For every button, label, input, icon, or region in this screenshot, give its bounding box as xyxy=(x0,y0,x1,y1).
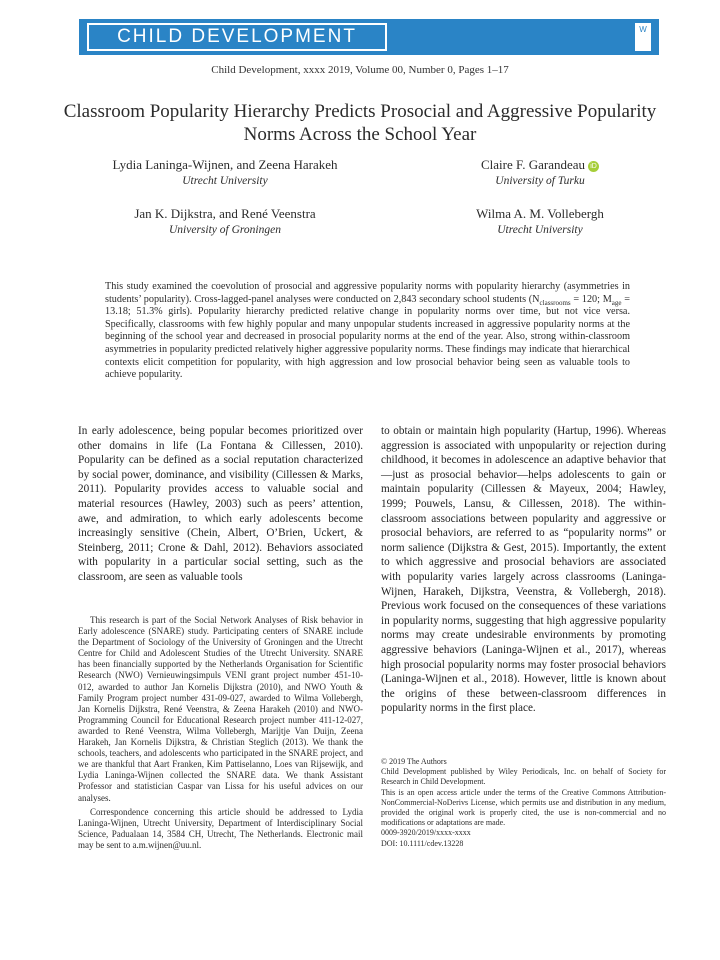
journal-banner xyxy=(79,19,659,55)
funding-note: This research is part of the Social Network Analyses of Risk behavior in Early adolescence (SNARE) study. Participating centers of SNARE include the Department of Sociology of the University of Groningen and the Utrecht Centre for Child and Adolescent Studies of the Utrecht University. SNARE has been financially supported by the Netherlands Organisation for Scientific Research (NWO) Vernieuwingsimpuls VENI grant project number 451-10-012, awarded to author Jan Kornelis Dijkstra (2010), and NWO Youth & Family Program project number 431-09-027, awarded to Wilma Vollebergh, Jan Kornelis Dijkstra, René Veenstra, & Zeena Harakeh (2010) and NWO-Programming Council for Educational Research project number 411-12-027, awarded to René Veenstra, Wilma Vollebergh, Marijtje Van Duijn, Zeena Harakeh, Jan Kornelis Dijkstra, & Christian Steglich (2013). We thank the schools, teachers, and adolescents who participated in the SNARE project, and we are thankful that Aart Franken, Kim Pattiselanno, Loes van Rijsewijk, and Lydia Laninga-Wijnen collected the SNARE data. We thank Assistant Professor and statistician Caspar van Lissa for his useful advices on our analyses. xyxy=(78,615,363,803)
body-right-column: to obtain or maintain high popularity (Hartup, 1996). Whereas aggression is associated with unpopularity or rejection during childhood, it becomes in adolescence an adaptive behavior that—just as prosocial behavior—helps adolescents to gain or maintain popularity (Cillessen & Mayeux, 2004; Hawley, 1999; Pouwels, Lansu, & Cillessen, 2018). The within-classroom associations between popularity and aggressive or prosocial behaviors, are referred to as “popularity norms” or norm salience (Dijkstra & Gest, 2015). Importantly, the extent to which aggressive and prosocial behaviors are associated with popularity varies largely across classrooms (Laninga-Wijnen, Harakeh, Dijkstra, Veenstra, & Vollebergh, 2018). Previous work focused on the consequences of these variations in popularity norms, suggesting that high aggressive popularity norms may create undesirable environments by promoting aggressive behaviors (Laninga-Wijnen et al., 2017), whereas high prosocial popularity norms may foster prosocial behaviors (Laninga-Wijnen et al., 2018). However, little is known about the origins of these between-classroom differences in popularity norms in the first place. xyxy=(381,425,666,715)
author-affiliation: University of Turku xyxy=(495,175,585,187)
author-block xyxy=(90,205,360,238)
orcid-icon[interactable]: iD xyxy=(588,161,599,172)
article-title: Classroom Popularity Hierarchy Predicts Prosocial and Aggressive Popularity Norms Across the School Year xyxy=(63,101,657,145)
author-name: Lydia Laninga-Wijnen, and Zeena Harakeh xyxy=(112,157,338,172)
author-block xyxy=(90,156,360,189)
author-block xyxy=(420,156,660,189)
correspondence-note: Correspondence concerning this article should be addressed to Lydia Laninga-Wijnen, Utrecht University, Department of Interdisciplinary Social Science, Padualaan 14, 3584 CH, Utrecht, The Netherlands. Electronic mail may be sent to a.m.wijnen@uu.nl. xyxy=(78,806,363,850)
doi[interactable]: DOI: 10.1111/cdev.13228 xyxy=(381,838,464,848)
author-affiliation: Utrecht University xyxy=(182,175,268,187)
author-name: Wilma A. M. Vollebergh xyxy=(476,206,604,221)
author-name: Claire F. Garandeau xyxy=(481,157,585,172)
footnotes xyxy=(78,615,363,851)
copyright-notice: © 2019 The Authors Child Development published by Wiley Periodicals, Inc. on behalf of Society for Research in Child Development. This is an open access article under the terms of the Creative Commons Attribution-NonCommercial-NoDerivs License, which permits use and distribution in any medium, provided the original work is properly cited, the use is non-commercial and no modifications or adaptations are made. 0009-3920/2019/xxxx-xxxx DOI: 10.1111/cdev.13228 xyxy=(381,757,666,848)
journal-name: CHILD DEVELOPMENT xyxy=(87,23,387,51)
abstract: This study examined the coevolution of prosocial and aggressive popularity norms with popularity hierarchy (asymmetries in students’ popularity). Cross-lagged-panel analyses were conducted on 2,843 secondary school students ($N_{classrooms} = 120$; $M_{age} = 13.18$; 51.3% girls). Popularity hierarchy predicted relative change in popularity norms over time, but not vice versa. Specifically, classrooms with few highly popular and many unpopular students increased in aggressive popularity norms at the beginning of the school year and decreased in prosocial popularity norms at the end of the year. Also, strong within-classroom asymmetries in popularity predicted relatively higher aggressive popularity norms. These findings may indicate that hierarchical contexts elicit competition for popularity, with high aggression and low prosocial behavior being seen as valuable tools to achieve popularity. xyxy=(105,281,630,381)
author-name: Jan K. Dijkstra, and René Veenstra xyxy=(134,206,316,221)
body-left-column: In early adolescence, being popular becomes prioritized over other domains in life (La Fontana & Cillessen, 2010). Popularity can be defined as a social reputation characterized by social power, dominance, and visibility (Cillessen & Marks, 2011). Popularity provides access to valuable social and material resources (Hawley, 2003) such as peers’ attention, awe, and admiration, to which early adolescents become increasingly sensitive (Chein, Albert, O’Brien, Uckert, & Steinberg, 2011; Crone & Dahl, 2012). Behaviors associated with popularity in a particular social setting, such as the classroom, are seen as valuable tools xyxy=(78,425,363,583)
author-affiliation: Utrecht University xyxy=(497,224,583,236)
journal-citation: Child Development, xxxx 2019, Volume 00, Number 0, Pages 1–17 xyxy=(211,64,509,76)
author-affiliation: University of Groningen xyxy=(168,224,281,236)
publisher-logo: W xyxy=(635,23,651,51)
author-block xyxy=(420,205,660,238)
